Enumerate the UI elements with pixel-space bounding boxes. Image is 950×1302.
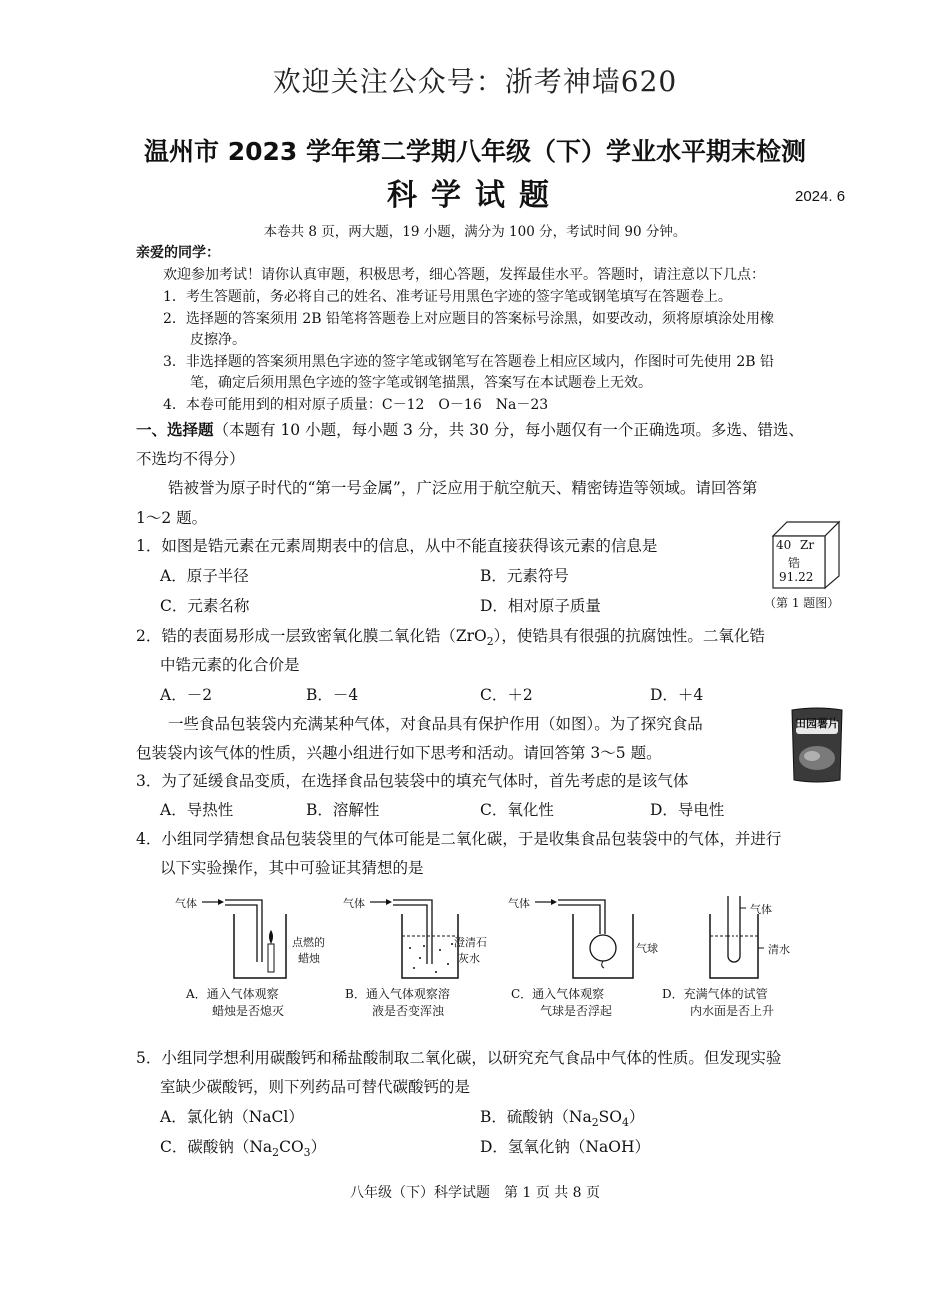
section-title: 一、选择题 [136,421,214,439]
section-desc: （本题有 10 小题，每小题 3 分，共 30 分，每小题仅有一个正确选项。多选、错选、 [213,421,804,439]
passage-bag-cont: 包装袋内该气体的性质，兴趣小组进行如下思考和活动。请回答第 3～5 题。 [136,744,662,762]
notice-item-3-cont: 笔，确定后须用黑色字迹的签字笔或钢笔描黑，答案写在本试题卷上无效。 [190,375,652,391]
diagram-a-label1: 点燃的 [292,936,325,949]
element-mass: 91.22 [779,570,814,584]
notice-item-2-cont: 皮擦净。 [190,332,246,348]
subject-title: 科学试题 [387,178,563,213]
q5-c-end: ） [310,1138,327,1156]
q1-option-c: C．元素名称 [160,597,250,615]
diagram-c-caption1: C．通入气体观察 [511,987,605,1001]
diagram-b-gas: 气体 [343,897,365,910]
notice-item-1: 1．考生答题前，务必将自己的姓名、准考证号用黑色字迹的签字笔或钢笔填写在答题卷上。 [163,289,732,305]
q3-option-b: B．溶解性 [306,801,380,819]
diagram-b-caption1: B．通入气体观察溶 [345,987,450,1001]
q4-stem: 4．小组同学猜想食品包装袋里的气体可能是二氧化碳，于是收集食品包装袋中的气体，并进行 [136,830,782,848]
q5-stem: 5．小组同学想利用碳酸钙和稀盐酸制取二氧化碳，以研究充气食品中气体的性质。但发现实验 [136,1049,782,1067]
q3-option-d: D．导电性 [650,801,725,819]
diagram-a-caption1: A．通入气体观察 [186,987,279,1001]
diagram-d-label: 清水 [768,943,790,956]
section-heading [136,418,804,440]
q5-option-a: A．氯化钠（NaCl） [160,1108,304,1126]
diagram-b-label2: 灰水 [458,952,480,965]
q5-c-sub2: 3 [303,1146,311,1160]
q5-b-pre: B．硫酸钠（Na [480,1108,592,1126]
q5-b-end: ） [628,1108,645,1126]
diagram-b-label1: 澄清石 [454,936,487,949]
element-name: 锆 [788,556,801,570]
exam-date: 2024. 6 [795,188,846,205]
diagram-a-caption2: 蜡烛是否熄灭 [212,1004,285,1018]
q2-option-b: B．－4 [306,686,359,704]
passage-zr-cont: 1～2 题。 [136,509,208,527]
notice-intro: 欢迎参加考试！请你认真审题，积极思考，细心答题，发挥最佳水平。答题时，请注意以下几点： [163,267,765,283]
exam-info: 本卷共 8 页，两大题，19 小题，满分为 100 分，考试时间 90 分钟。 [263,224,687,240]
q2-stem-sub: 2 [486,635,494,649]
q1-option-d: D．相对原子质量 [480,597,601,615]
greeting: 亲爱的同学： [136,245,220,261]
q2-stem [136,624,765,648]
diagram-c-label: 气球 [636,942,658,955]
diagram-c-gas: 气体 [508,897,530,910]
diagram-d-caption1: D．充满气体的试管 [662,987,768,1001]
exam-title: 温州市 2023 学年第二学期八年级（下）学业水平期末检测 [144,137,806,166]
q2-option-c: C．＋2 [480,686,533,704]
page-footer: 八年级（下）科学试题 第 1 页 共 8 页 [349,1185,601,1201]
diagram-d [680,892,800,987]
q5-c-mid: CO [279,1138,304,1156]
notice-item-2: 2．选择题的答案须用 2B 铅笔将答题卷上对应题目的答案标号涂黑，如要改动，须将原填涂处用橡 [163,311,775,327]
q1-stem: 1．如图是锆元素在元素周期表中的信息，从中不能直接获得该元素的信息是 [136,537,658,555]
diagram-b-caption2: 液是否变浑浊 [372,1004,445,1018]
passage-zr: 锆被誉为原子时代的“第一号金属”，广泛应用于航空航天、精密铸造等领域。请回答第 [168,479,758,497]
snack-bag-label: 田园薯片 [795,717,839,730]
q5-stem-cont: 室缺少碳酸钙，则下列药品可替代碳酸钙的是 [160,1078,471,1096]
q5-c-pre: C．碳酸钠（Na [160,1138,273,1156]
q1-option-b: B．元素符号 [480,567,569,585]
section-desc-cont: 不选均不得分） [136,450,245,468]
diagram-d-gas: 气体 [750,903,772,916]
q5-c-sub1: 2 [272,1146,280,1160]
q2-stem-cont: 中锆元素的化合价是 [160,656,300,674]
diagram-c-caption2: 气球是否浮起 [540,1004,613,1018]
q5-option-c [160,1135,326,1159]
watermark-text: 欢迎关注公众号：浙考神墙620 [272,65,678,98]
diagram-a-label2: 蜡烛 [298,952,320,965]
diagram-a-gas: 气体 [175,897,197,910]
diagram-d-caption2: 内水面是否上升 [690,1004,775,1018]
q5-b-sub1: 2 [591,1116,599,1130]
element-number: 40 [776,538,792,552]
passage-bag: 一些食品包装袋内充满某种气体，对食品具有保护作用（如图）。为了探究食品 [168,715,703,733]
q2-stem-b: ），使锆具有很强的抗腐蚀性。二氧化锆 [493,627,765,645]
q5-b-sub2: 4 [621,1116,629,1130]
notice-item-3: 3．非选择题的答案须用黑色字迹的签字笔或钢笔写在答题卷上相应区域内，作图时可先使用 2B 铅 [163,354,775,370]
q2-option-a: A．－2 [160,686,213,704]
q3-option-a: A．导热性 [160,801,234,819]
q5-option-b [480,1105,644,1129]
q3-stem: 3．为了延缓食品变质，在选择食品包装袋中的填充气体时，首先考虑的是该气体 [136,772,689,790]
q5-option-d: D．氢氧化钠（NaOH） [480,1138,650,1156]
notice-item-4: 4．本卷可能用到的相对原子质量：C－12 O－16 Na－23 [163,397,549,413]
q2-option-d: D．＋4 [650,686,704,704]
q4-stem-cont: 以下实验操作，其中可验证其猜想的是 [160,859,424,877]
q3-option-c: C．氧化性 [480,801,554,819]
element-symbol: Zr [800,538,815,552]
q1-option-a: A．原子半径 [160,567,249,585]
q2-stem-a: 2．锆的表面易形成一层致密氧化膜二氧化锆（ZrO [136,627,487,645]
q5-b-mid: SO [598,1108,622,1126]
q1-figure-caption: （第 1 题图） [764,596,840,610]
